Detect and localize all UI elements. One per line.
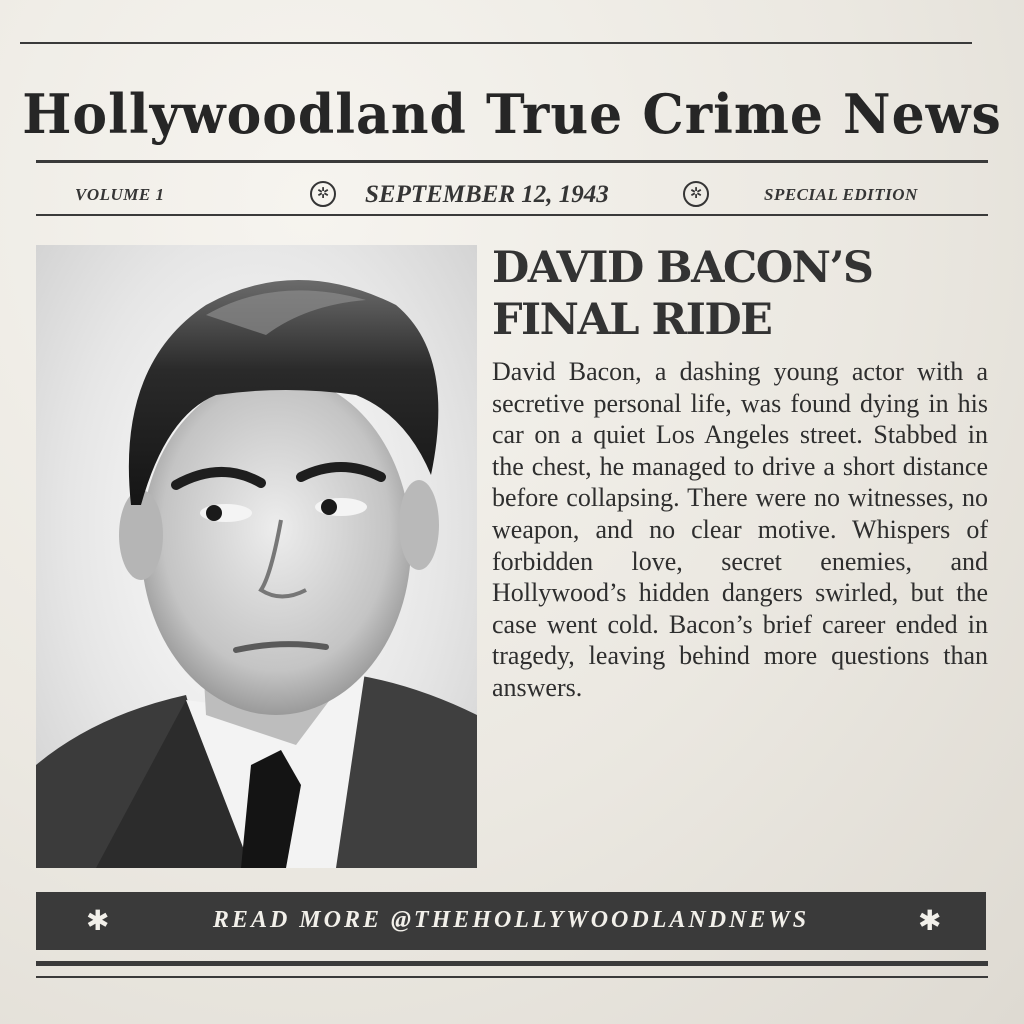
article-body: David Bacon, a dashing young actor with a secretive personal life, was found dying in his car on a quiet Los Angeles street. Stabbed in the chest, he managed to drive a short distance before collapsing. There were no witnesses, no weapon, and no clear motive. Whispers of forbidden love, secret enemies, and Hollywood’s hidden dangers swirled, but the case went cold. Bacon’s brief career ended in tragedy, leaving behind more questions than answers. <box>492 357 988 702</box>
asterisk-flower-icon: ✱ <box>86 904 110 937</box>
issue-date: SEPTEMBER 12, 1943 <box>365 181 609 208</box>
dateline <box>0 174 1024 216</box>
portrait-photo <box>36 245 477 868</box>
masthead-bottom-rule <box>36 160 988 163</box>
bottom-rule-2 <box>36 976 988 978</box>
read-more-link[interactable]: READ MORE @THEHOLLYWOODLANDNEWS <box>212 907 810 933</box>
top-rule <box>20 42 972 44</box>
bottom-rule-1 <box>36 961 988 966</box>
portrait-illustration <box>36 245 477 868</box>
article-headline: DAVID BACON’S FINAL RIDE <box>492 243 873 345</box>
star-in-circle-icon: ✲ <box>310 181 336 207</box>
volume-label: VOLUME 1 <box>75 185 165 204</box>
star-in-circle-icon: ✲ <box>683 181 709 207</box>
edition-label: SPECIAL EDITION <box>764 185 918 204</box>
dateline-bottom-rule <box>36 214 988 216</box>
masthead-title: Hollywoodland True Crime News <box>22 82 1002 147</box>
read-more-banner[interactable] <box>36 892 986 950</box>
asterisk-flower-icon: ✱ <box>918 904 942 937</box>
